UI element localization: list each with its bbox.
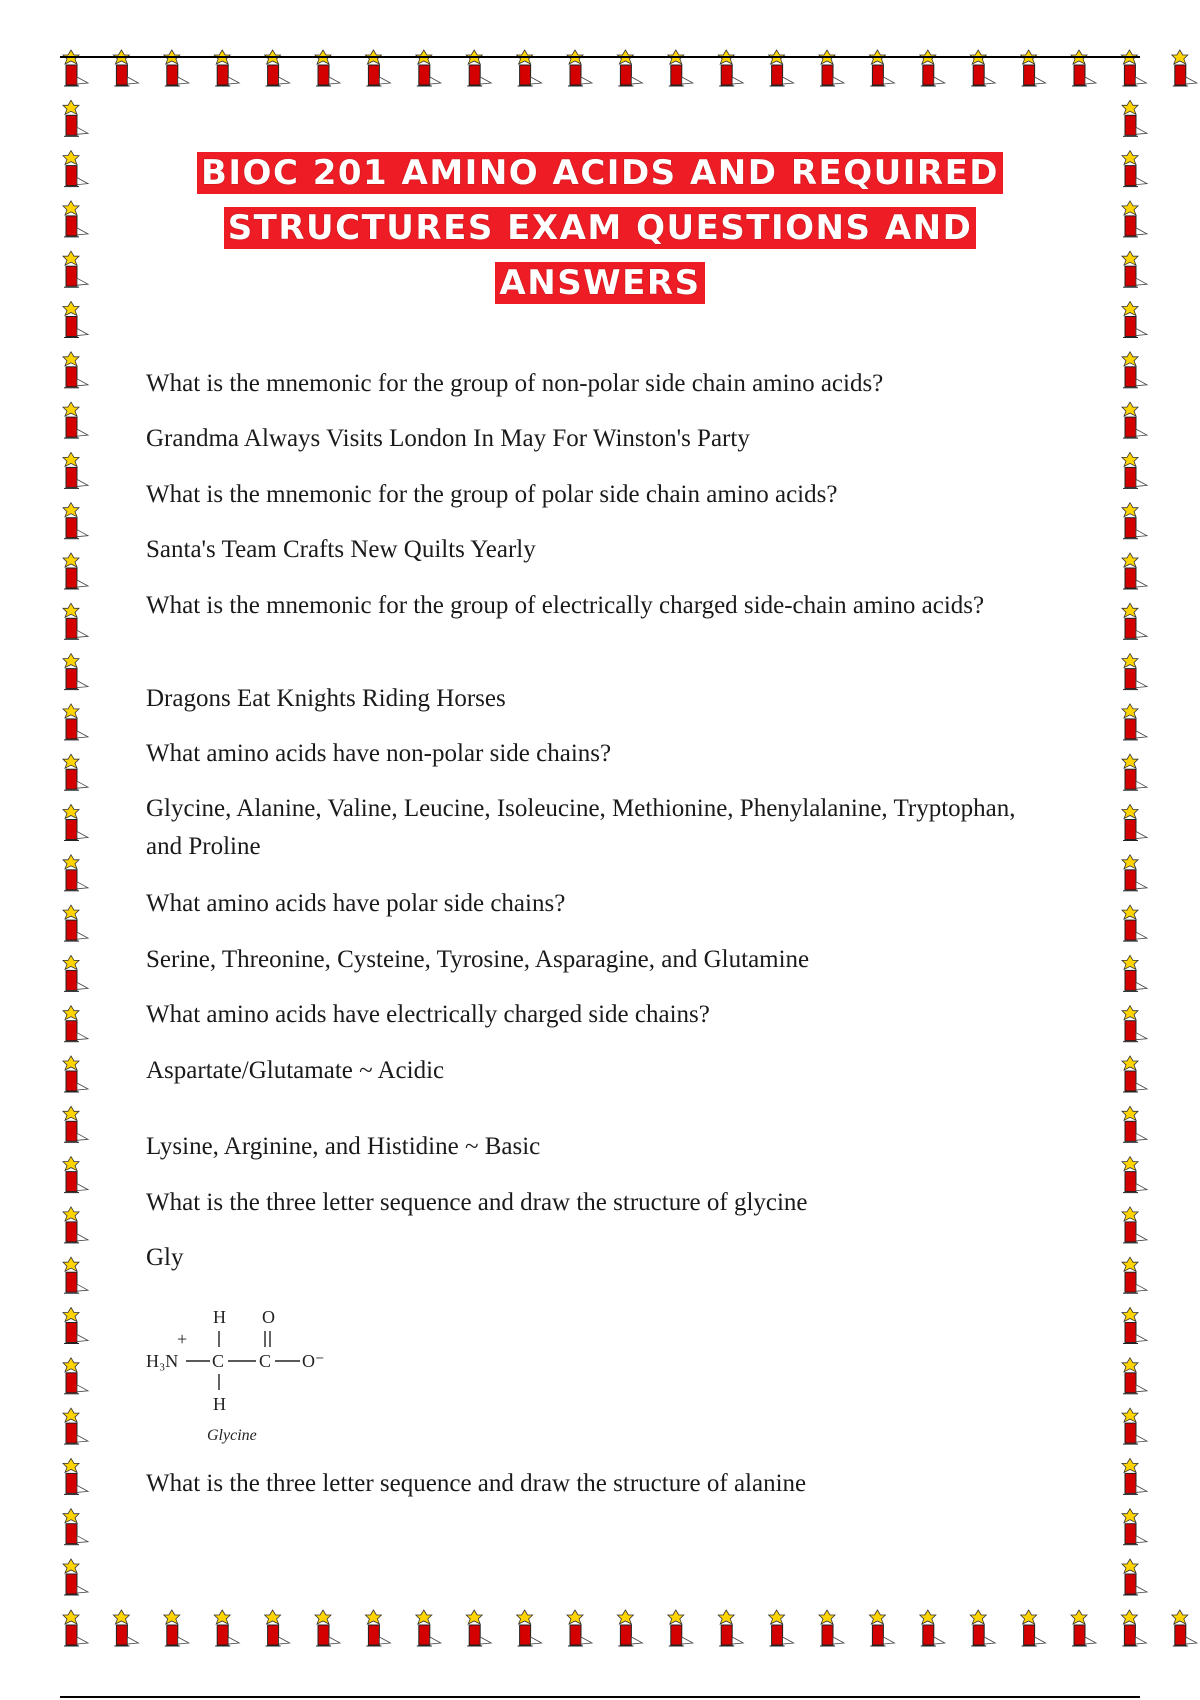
candle-icon <box>365 1610 390 1646</box>
candle-icon <box>63 1308 88 1344</box>
candle-icon <box>63 352 88 388</box>
candle-icon <box>1122 402 1147 438</box>
glycine-plus: + <box>177 1329 188 1349</box>
answer-acidic: Aspartate/Glutamate ~ Acidic <box>146 1057 445 1084</box>
candle-icon <box>1122 1509 1147 1545</box>
candle-icon <box>668 1610 693 1646</box>
top-rule <box>60 56 1140 58</box>
candle-icon <box>1122 603 1147 639</box>
glycine-o-top: O <box>262 1307 275 1327</box>
candle-icon <box>1122 1207 1147 1243</box>
candle-icon <box>1122 201 1147 237</box>
candle-icon <box>63 654 88 690</box>
candle-icon <box>63 955 88 991</box>
candle-icon <box>63 855 88 891</box>
candle-icon <box>1122 452 1147 488</box>
candle-icon <box>63 1207 88 1243</box>
candle-icon <box>567 1610 592 1646</box>
candle-icon <box>970 1610 995 1646</box>
candle-icon <box>63 302 88 338</box>
answer-nonpolar-mnemonic: Grandma Always Visits London In May For Winston's Party <box>146 425 750 452</box>
candle-icon <box>1122 1257 1147 1293</box>
candle-icon <box>63 704 88 740</box>
title-line-1: BIOC 201 AMINO ACIDS AND REQUIRED <box>197 152 1003 194</box>
question-charged-list: What amino acids have electrically charged side chains? <box>146 1001 710 1028</box>
candle-icon <box>63 100 88 136</box>
question-nonpolar-list: What amino acids have non-polar side chains? <box>146 740 612 767</box>
candle-icon <box>63 1157 88 1193</box>
candle-icon <box>1122 1458 1147 1494</box>
candle-icon <box>1122 704 1147 740</box>
candle-icon <box>1122 553 1147 589</box>
candle-icon <box>1172 50 1197 86</box>
glycine-o-minus: O⁻ <box>302 1351 325 1371</box>
candle-icon <box>63 1458 88 1494</box>
candle-icon <box>63 151 88 187</box>
candle-icon <box>1122 654 1147 690</box>
answer-basic: Lysine, Arginine, and Histidine ~ Basic <box>146 1133 541 1160</box>
candle-icon <box>63 1408 88 1444</box>
glycine-c-alpha: C <box>212 1351 225 1371</box>
answer-charged-mnemonic: Dragons Eat Knights Riding Horses <box>146 685 506 712</box>
candle-icon <box>63 1509 88 1545</box>
candle-icon <box>920 1610 945 1646</box>
candle-icon <box>1122 905 1147 941</box>
candle-icon <box>113 1610 138 1646</box>
question-glycine: What is the three letter sequence and draw the structure of glycine <box>146 1189 808 1216</box>
candle-icon <box>1071 1610 1096 1646</box>
bottom-rule <box>60 1696 1140 1698</box>
candle-icon <box>1122 1106 1147 1142</box>
candle-icon <box>63 1610 88 1646</box>
question-alanine: What is the three letter sequence and draw the structure of alanine <box>146 1470 807 1497</box>
candle-icon <box>517 1610 542 1646</box>
candle-icon <box>63 553 88 589</box>
candle-icon <box>1122 100 1147 136</box>
candle-icon <box>63 805 88 841</box>
question-charged-mnemonic: What is the mnemonic for the group of electrically charged side-chain amino acids? <box>146 592 985 619</box>
candle-icon <box>1122 805 1147 841</box>
candle-icon <box>1122 302 1147 338</box>
candle-icon <box>1122 855 1147 891</box>
candle-icon <box>769 1610 794 1646</box>
candle-icon <box>1122 151 1147 187</box>
candle-icon <box>63 1006 88 1042</box>
candle-icon <box>718 1610 743 1646</box>
candle-icon <box>63 1257 88 1293</box>
candle-icon <box>416 1610 441 1646</box>
glycine-h-bottom: H <box>213 1394 226 1414</box>
question-nonpolar-mnemonic: What is the mnemonic for the group of non-polar side chain amino acids? <box>146 370 884 397</box>
candle-icon <box>63 603 88 639</box>
candle-icon <box>63 402 88 438</box>
candle-icon <box>1122 1157 1147 1193</box>
document-title <box>150 146 1050 311</box>
candle-icon <box>63 452 88 488</box>
candle-icon <box>63 1106 88 1142</box>
glycine-caption: Glycine <box>207 1427 257 1444</box>
candle-icon <box>63 251 88 287</box>
candle-icon <box>1122 1408 1147 1444</box>
answer-nonpolar-list: Glycine, Alanine, Valine, Leucine, Isoleucine, Methionine, Phenylalanine, Tryptophan, and Proline <box>146 795 1016 860</box>
candle-icon <box>1021 1610 1046 1646</box>
title-line-3: ANSWERS <box>495 262 704 304</box>
candle-icon <box>63 905 88 941</box>
candle-icon <box>63 201 88 237</box>
candle-icon <box>466 1610 491 1646</box>
question-polar-mnemonic: What is the mnemonic for the group of polar side chain amino acids? <box>146 481 838 508</box>
candle-icon <box>1122 1559 1147 1595</box>
question-polar-list: What amino acids have polar side chains? <box>146 890 566 917</box>
candle-icon <box>1121 1610 1146 1646</box>
title-line-2: STRUCTURES EXAM QUESTIONS AND <box>224 207 977 249</box>
candle-icon <box>63 503 88 539</box>
candle-icon <box>1122 1358 1147 1394</box>
candle-icon <box>265 1610 290 1646</box>
glycine-c-carboxyl: C <box>259 1351 272 1371</box>
candle-icon <box>819 1610 844 1646</box>
glycine-h3n: H₃N <box>146 1351 179 1371</box>
candle-icon <box>1122 955 1147 991</box>
candle-icon <box>214 1610 239 1646</box>
answer-polar-mnemonic: Santa's Team Crafts New Quilts Yearly <box>146 536 536 563</box>
candle-icon <box>1122 1006 1147 1042</box>
candle-icon <box>1122 1308 1147 1344</box>
glycine-structure <box>140 1300 380 1460</box>
candle-icon <box>1122 503 1147 539</box>
candle-icon <box>1122 352 1147 388</box>
candle-icon <box>63 1056 88 1092</box>
candle-icon <box>1122 251 1147 287</box>
candle-icon <box>617 1610 642 1646</box>
answer-glycine-code: Gly <box>146 1244 184 1271</box>
candle-icon <box>1122 754 1147 790</box>
candle-icon <box>315 1610 340 1646</box>
candle-icon <box>63 1358 88 1394</box>
candle-icon <box>1122 1056 1147 1092</box>
candle-icon <box>869 1610 894 1646</box>
answer-polar-list: Serine, Threonine, Cysteine, Tyrosine, Asparagine, and Glutamine <box>146 946 810 973</box>
candle-icon <box>164 1610 189 1646</box>
candle-icon <box>63 754 88 790</box>
candle-icon <box>63 1559 88 1595</box>
glycine-h-top: H <box>213 1307 226 1327</box>
candle-icon <box>1172 1610 1197 1646</box>
